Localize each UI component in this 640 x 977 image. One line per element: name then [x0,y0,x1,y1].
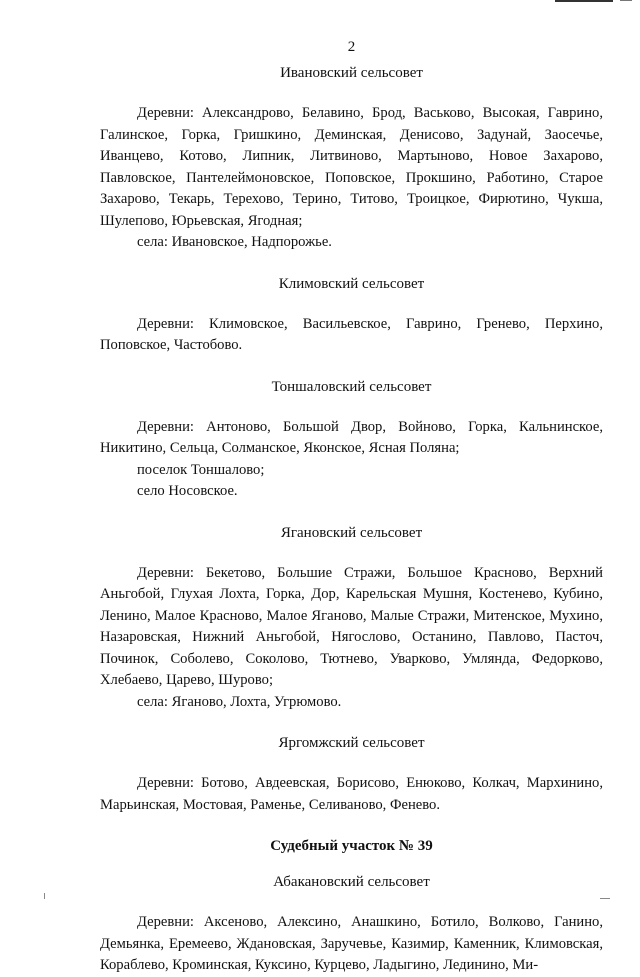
section-yaganovsky [100,523,603,714]
section-title: Яргомжский сельсовет [278,735,425,751]
villages-list: Деревни: Климовское, Васильевское, Гаврино, Гренево, Перхино, Поповское, Частобово. [100,315,603,353]
section-klimovsky [100,274,603,357]
section-tonshalovsky [100,377,603,503]
scan-artifact-top-right [620,0,632,1]
villages-list: Деревни: Александрово, Белавино, Брод, Васьково, Высокая, Гаврино, Галинское, Горка, Гришкино, Деминская, Денисово, Задунай, Заосечье, Иванцево, Котово, Липник, Литвиново, Мартыново, Новое Захарово, Павловское, Пантелеймоновское, Поповское, Прокшино, Работино, Старое Захарово, Текарь, Терехово, Терино, Титово, Троицкое, Фирютино, Чукша, Шулепово, Юрьевская, Ягодная; [100,105,603,229]
section-ivanovsky [100,63,603,254]
villages-list: Деревни: Антоново, Большой Двор, Войново, Горка, Кальнинское, Никитино, Сельца, Солманское, Яконское, Ясная Поляна; [100,418,603,456]
section-title: Абакановский сельсовет [273,874,430,890]
settlements-line: села: Яганово, Лохта, Угрюмово. [137,693,342,710]
section-title: Тоншаловский сельсовет [271,378,432,395]
page-number: 2 [347,39,356,55]
settlements-line: села: Ивановское, Надпорожье. [137,234,332,250]
section-title: Ивановский сельсовет [280,65,423,81]
scan-artifact-top [555,0,613,2]
section-title: Ягановский сельсовет [280,524,423,541]
villages-list: Деревни: Ботово, Авдеевская, Борисово, Енюково, Колкач, Мархинино, Марьинская, Мостовая, Раменье, Селиваново, Фенево. [100,775,603,813]
villages-list: Деревни: Аксеново, Алексино, Анашкино, Ботило, Волково, Ганино, Демьянка, Еремеево, Ждановская, Заручевье, Казимир, Каменник, Климовская, Кораблево, Кроминская, Куксино, Курцево, Ладыгино, Лединино, Ми- [100,914,603,973]
scan-artifact-bottom-left [44,893,45,899]
court-section-title: Судебный участок № 39 [270,838,433,854]
section-title: Климовский сельсовет [278,275,425,292]
section-court-39 [100,836,603,977]
settlements-line: село Носовское. [137,483,238,499]
villages-list: Деревни: Бекетово, Большие Стражи, Большое Красново, Верхний Аньгобой, Глухая Лохта, Горка, Дор, Карельская Мушня, Костенево, Кубино, Ленино, Малое Красново, Малое Ягановo, Малые Стражи, Митенское, Мухино, Назаровская, Нижний Аньгобой, Нягослово, Останино, Павлово, Пасточ, Починок, Соболево, Соколово, Тютнево, Уварково, Умлянда, Федорково, Хлебаево, Царево, Шурово; [100,564,603,688]
document-page [100,37,603,977]
section-yargomzhsky [100,733,603,816]
settlements-line: поселок Тоншалово; [137,461,265,478]
